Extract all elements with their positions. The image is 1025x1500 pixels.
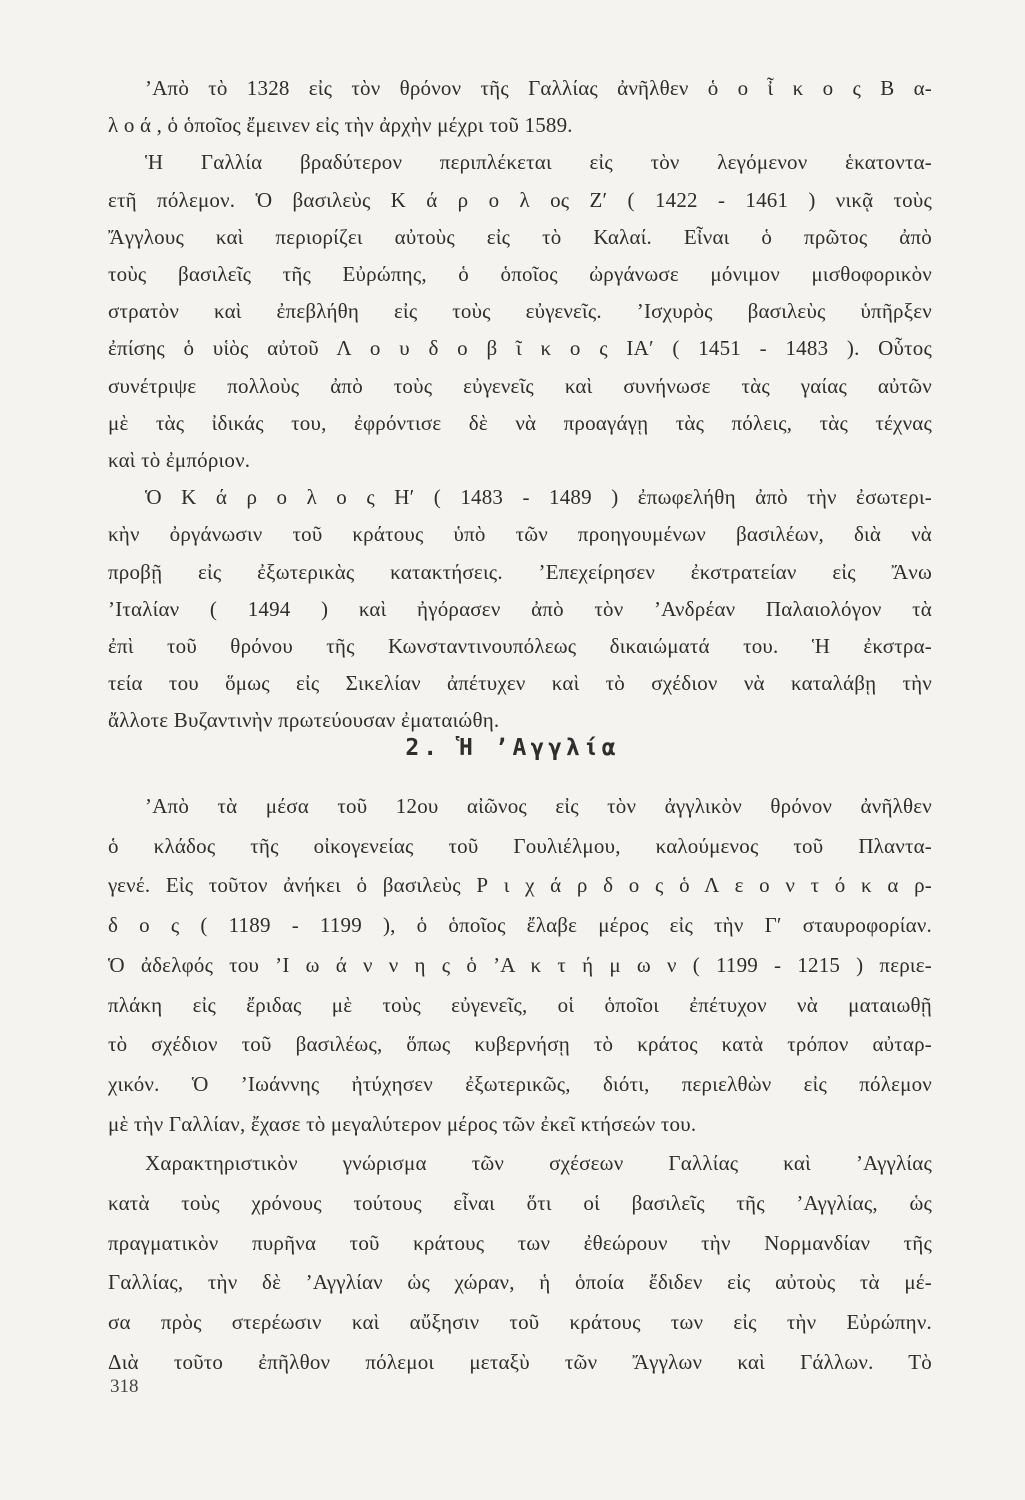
text-line: Χαρακτηριστικὸν γνώρισμα τῶν σχέσεων Γαλλίας καὶ ʼΑγγλίας <box>145 1151 932 1176</box>
text-line: σα πρὸς στερέωσιν καὶ αὔξησιν τοῦ κράτους των εἰς τὴν Εὐρώπην. <box>108 1310 932 1335</box>
text-line: Ὁ ἀδελφός του ʼΙ ω ά ν ν η ς ὁ ʼΑ κ τ ή μ ω ν ( 1199 - 1215 ) περιε- <box>108 952 932 977</box>
section-heading-england: 2. Ἡ ʼΑγγλία <box>405 735 620 761</box>
text-line: ʼΙταλίαν ( 1494 ) καὶ ἠγόρασεν ἀπὸ τὸν ʼΑνδρέαν Παλαιολόγον τὰ <box>108 596 932 621</box>
text-line: καὶ τὸ ἐμπόριον. <box>108 448 251 472</box>
text-line: ετῆ πόλεμον. Ὁ βασιλεὺς Κ ά ρ ο λ ος Ζʹ ( 1422 - 1461 ) νικᾷ τοὺς <box>108 187 932 212</box>
page-number: 318 <box>110 1376 139 1397</box>
text-line: Ὁ Κ ά ρ ο λ ο ς Ηʹ ( 1483 - 1489 ) ἐπωφελήθη ἀπὸ τὴν ἐσωτερι- <box>145 485 932 510</box>
text-line: μὲ τὴν Γαλλίαν, ἔχασε τὸ μεγαλύτερον μέρος τῶν ἐκεῖ κτήσεών του. <box>108 1111 697 1136</box>
text-line: ὁ κλάδος τῆς οἰκογενείας τοῦ Γουλιέλμου, καλούμενος τοῦ Πλαντα- <box>108 833 932 858</box>
text-line: μὲ τὰς ἰδικάς του, ἐφρόντισε δὲ νὰ προαγάγῃ τὰς πόλεις, τὰς τέχνας <box>108 410 932 435</box>
text-line: γενέ. Εἰς τοῦτον ἀνήκει ὁ βασιλεὺς Ρ ι χ ά ρ δ ο ς ὁ Λ ε ο ν τ ό κ α ρ- <box>108 873 932 898</box>
text-line: προβῇ εἰς ἐξωτερικὰς κατακτήσεις. ʼΕπεχείρησεν ἐκστρατείαν εἰς Ἄνω <box>108 559 932 584</box>
text-line: στρατὸν καὶ ἐπεβλήθη εἰς τοὺς εὐγενεῖς. ʼΙσχυρὸς βασιλεὺς ὑπῆρξεν <box>108 299 932 324</box>
text-line: τὸ σχέδιον τοῦ βασιλέως, ὅπως κυβερνήσῃ τὸ κράτος κατὰ τρόπον αὐταρ- <box>108 1032 932 1057</box>
text-line: ἐπὶ τοῦ θρόνου τῆς Κωνσταντινουπόλεως δικαιώματά του. Ἡ ἐκστρα- <box>108 634 932 658</box>
text-line: συνέτριψε πολλοὺς ἀπὸ τοὺς εὐγενεῖς καὶ συνήνωσε τὰς γαίας αὐτῶν <box>108 373 932 398</box>
text-line: ʼΑπὸ τὸ 1328 εἰς τὸν θρόνον τῆς Γαλλίας ἀνῆλθεν ὁ ο ἶ κ ο ς Β α- <box>145 76 932 100</box>
text-line: Διὰ τοῦτο ἐπῆλθον πόλεμοι μεταξὺ τῶν Ἄγγλων καὶ Γάλλων. Τὸ <box>108 1349 932 1374</box>
text-line: δ ο ς ( 1189 - 1199 ), ὁ ὁποῖος ἔλαβε μέρος εἰς τὴν Γʹ σταυροφορίαν. <box>108 913 932 938</box>
text-line: πλάκη εἰς ἔριδας μὲ τοὺς εὐγενεῖς, οἱ ὁποῖοι ἐπέτυχον νὰ ματαιωθῇ <box>108 992 932 1017</box>
text-line: λ ο ά , ὁ ὁποῖος ἔμεινεν εἰς τὴν ἀρχὴν μέχρι τοῦ 1589. <box>108 113 573 138</box>
text-line: κατὰ τοὺς χρόνους τούτους εἶναι ὅτι οἱ βασιλεῖς τῆς ʼΑγγλίας, ὡς <box>108 1191 932 1215</box>
text-line: ʼΑπὸ τὰ μέσα τοῦ 12ου αἰῶνος εἰς τὸν ἀγγλικὸν θρόνον ἀνῆλθεν <box>145 794 932 818</box>
text-line: ἐπίσης ὁ υἱὸς αὐτοῦ Λ ο υ δ ο β ῖ κ ο ς ΙΑʹ ( 1451 - 1483 ). Οὗτος <box>108 336 932 361</box>
text-line: τεία του ὅμως εἰς Σικελίαν ἀπέτυχεν καὶ τὸ σχέδιον νὰ καταλάβῃ τὴν <box>108 671 932 696</box>
text-line: ἄλλοτε Βυζαντινὴν πρωτεύουσαν ἐματαιώθη. <box>108 708 500 733</box>
text-line: κὴν ὀργάνωσιν τοῦ κράτους ὑπὸ τῶν προηγουμένων βασιλέων, διὰ νὰ <box>108 522 932 547</box>
text-line: τοὺς βασιλεῖς τῆς Εὐρώπης, ὁ ὁποῖος ὠργάνωσε μόνιμον μισθοφορικὸν <box>108 262 932 286</box>
text-line: Ἄγγλους καὶ περιορίζει αὐτοὺς εἰς τὸ Καλαί. Εἶναι ὁ πρῶτος ἀπὸ <box>108 224 932 249</box>
text-line: χικόν. Ὁ ʼΙωάννης ἠτύχησεν ἐξωτερικῶς, διότι, περιελθὼν εἰς πόλεμον <box>108 1071 932 1096</box>
text-line: Γαλλίας, τὴν δὲ ʼΑγγλίαν ὡς χώραν, ἡ ὁποία ἔδιδεν εἰς αὐτοὺς τὰ μέ- <box>108 1270 932 1295</box>
text-line: πραγματικὸν πυρῆνα τοῦ κράτους των ἐθεώρουν τὴν Νορμανδίαν τῆς <box>108 1230 932 1255</box>
text-line: Ἡ Γαλλία βραδύτερον περιπλέκεται εἰς τὸν λεγόμενον ἑκατοντα- <box>145 150 932 175</box>
